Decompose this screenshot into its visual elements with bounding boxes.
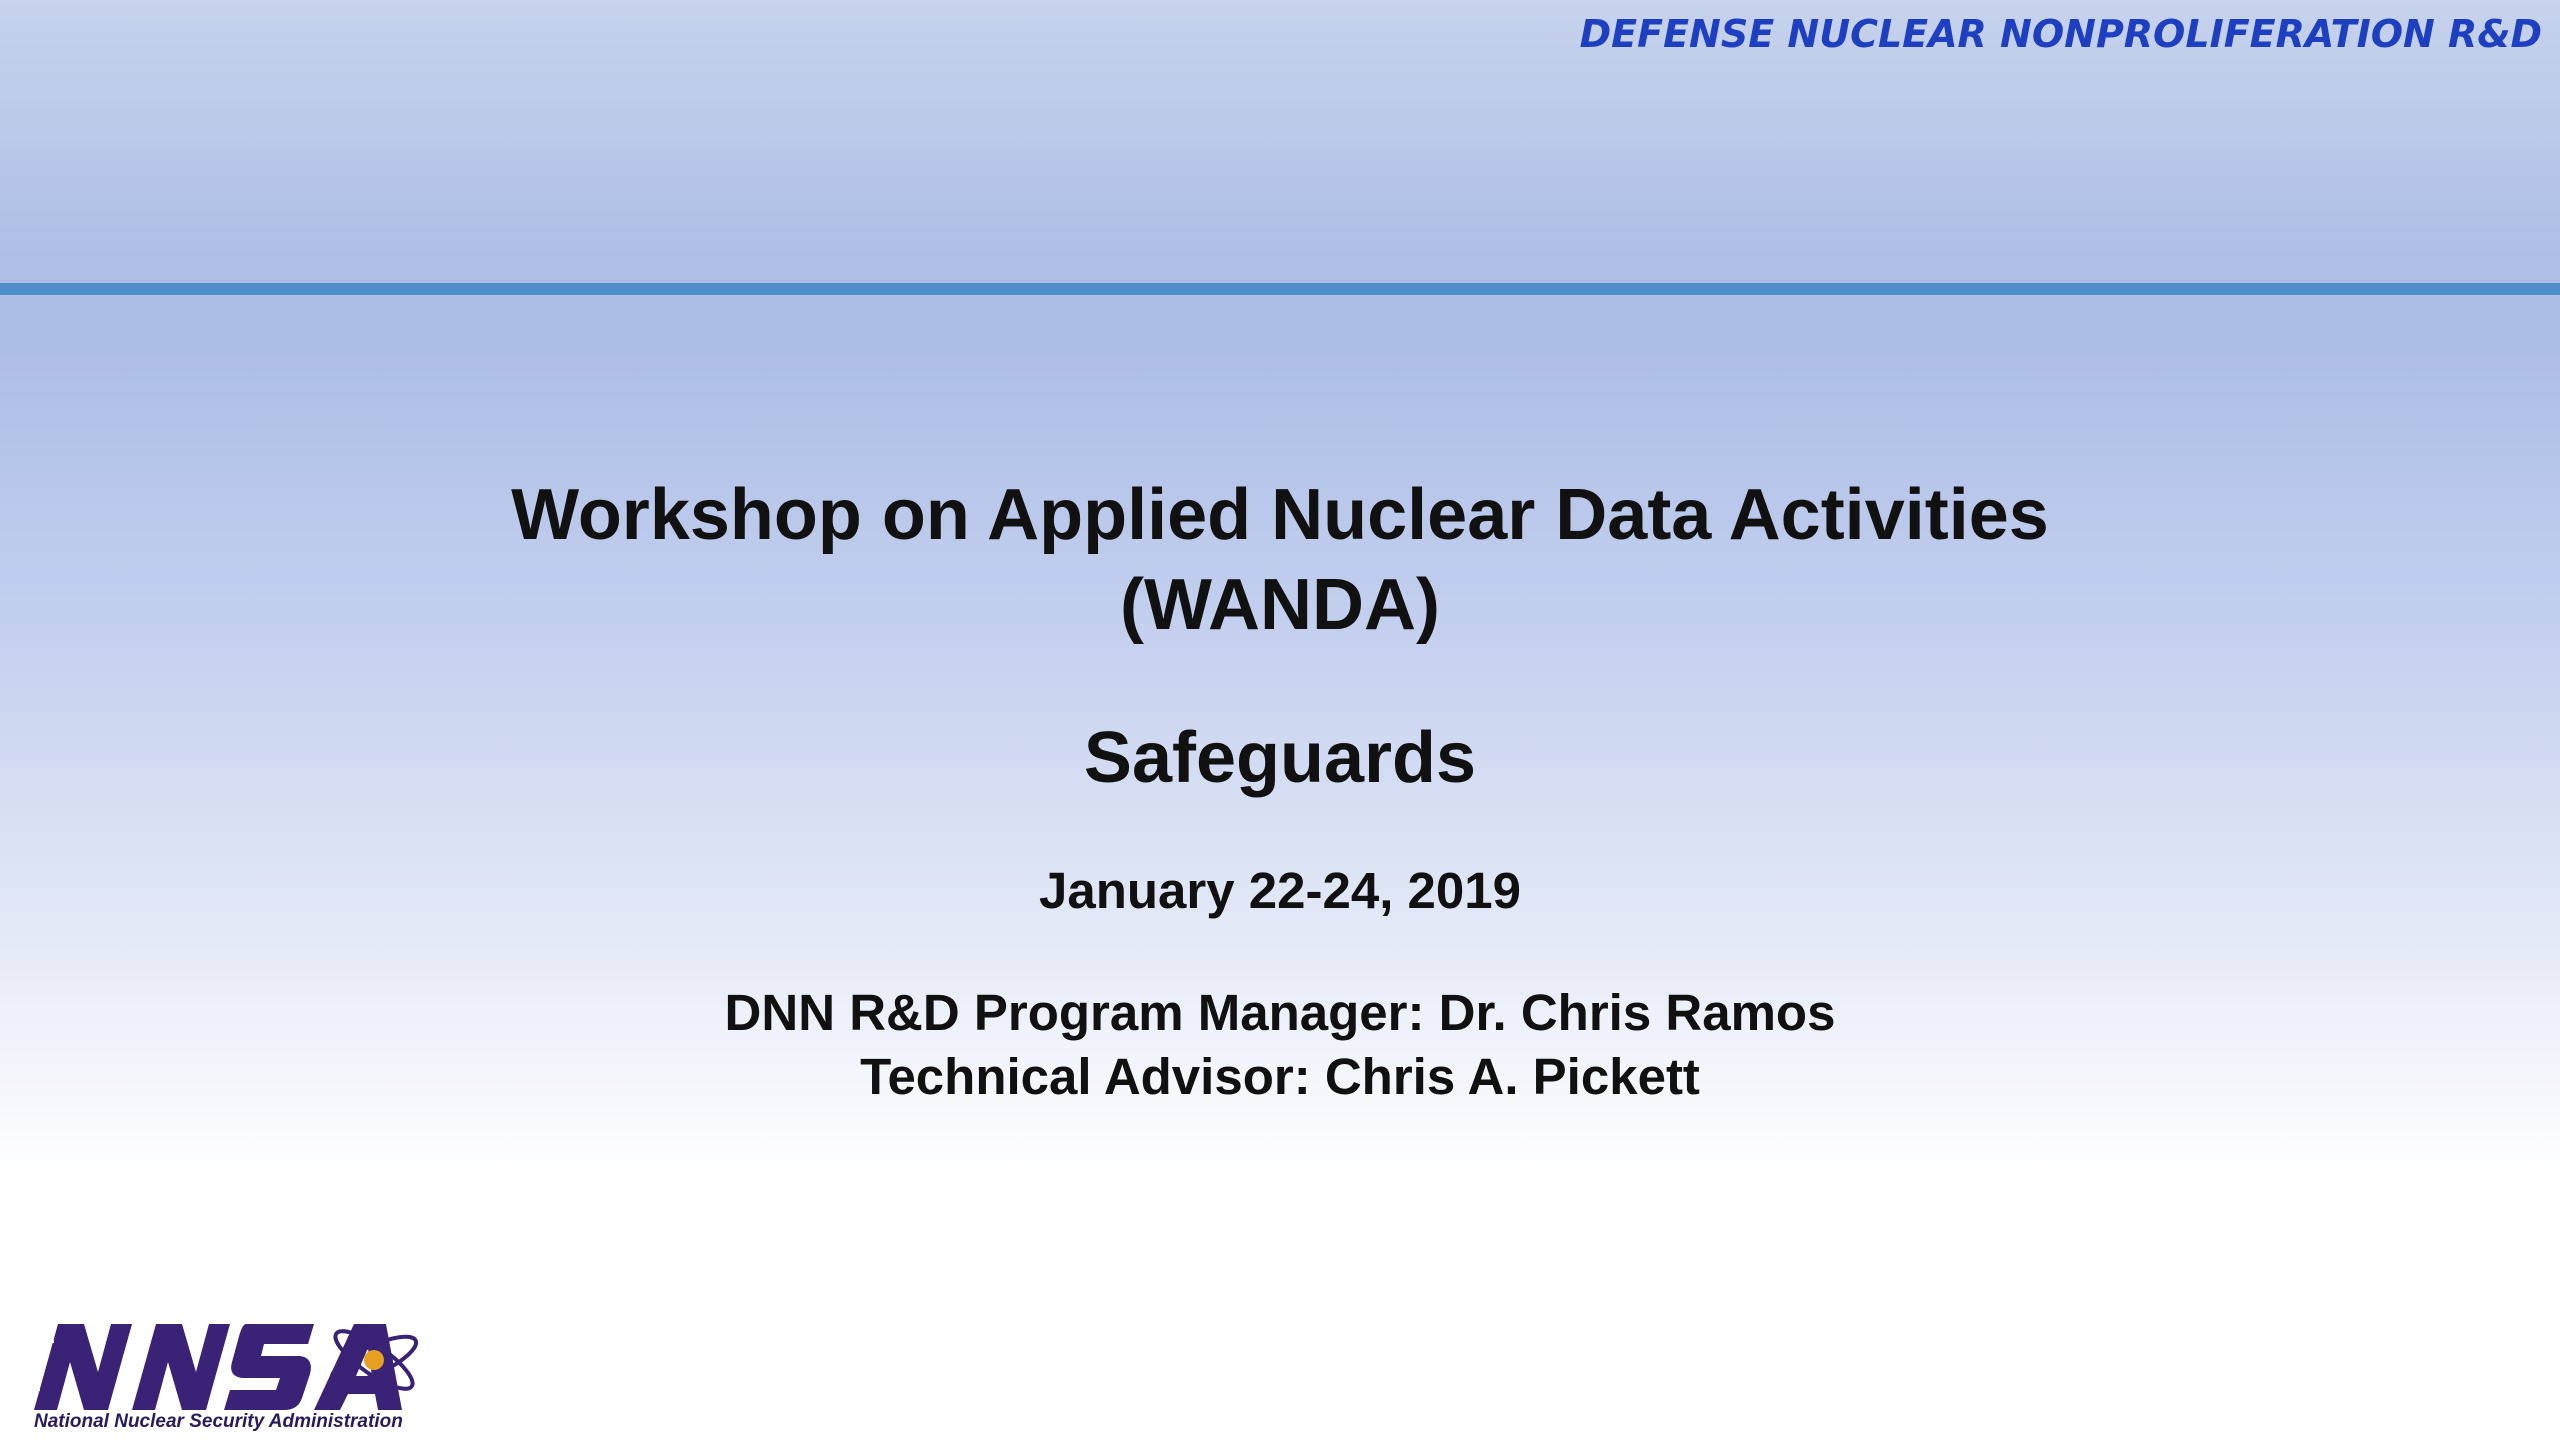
technical-advisor-line: Technical Advisor: Chris A. Pickett [860, 1048, 1700, 1105]
logo-letter-n1 [34, 1324, 132, 1410]
logo-letter-n2 [132, 1324, 230, 1410]
header-banner-text: DEFENSE NUCLEAR NONPROLIFERATION R&D [1579, 12, 2542, 56]
slide-title-line-1: Workshop on Applied Nuclear Data Activities [511, 475, 2049, 555]
slide-title-line-2: (WANDA) [1120, 565, 1440, 645]
title-block [0, 470, 2560, 1109]
presenters [0, 981, 2560, 1109]
header-divider [0, 283, 2560, 295]
atom-nucleus-icon [364, 1350, 384, 1370]
program-manager-line: DNN R&D Program Manager: Dr. Chris Ramos [724, 984, 1836, 1041]
slide-subtitle: Safeguards [1083, 718, 1477, 798]
logo-letter-s [224, 1324, 314, 1410]
logo-caption: National Nuclear Security Administration [34, 1411, 403, 1432]
event-date: January 22-24, 2019 [1038, 862, 1521, 919]
